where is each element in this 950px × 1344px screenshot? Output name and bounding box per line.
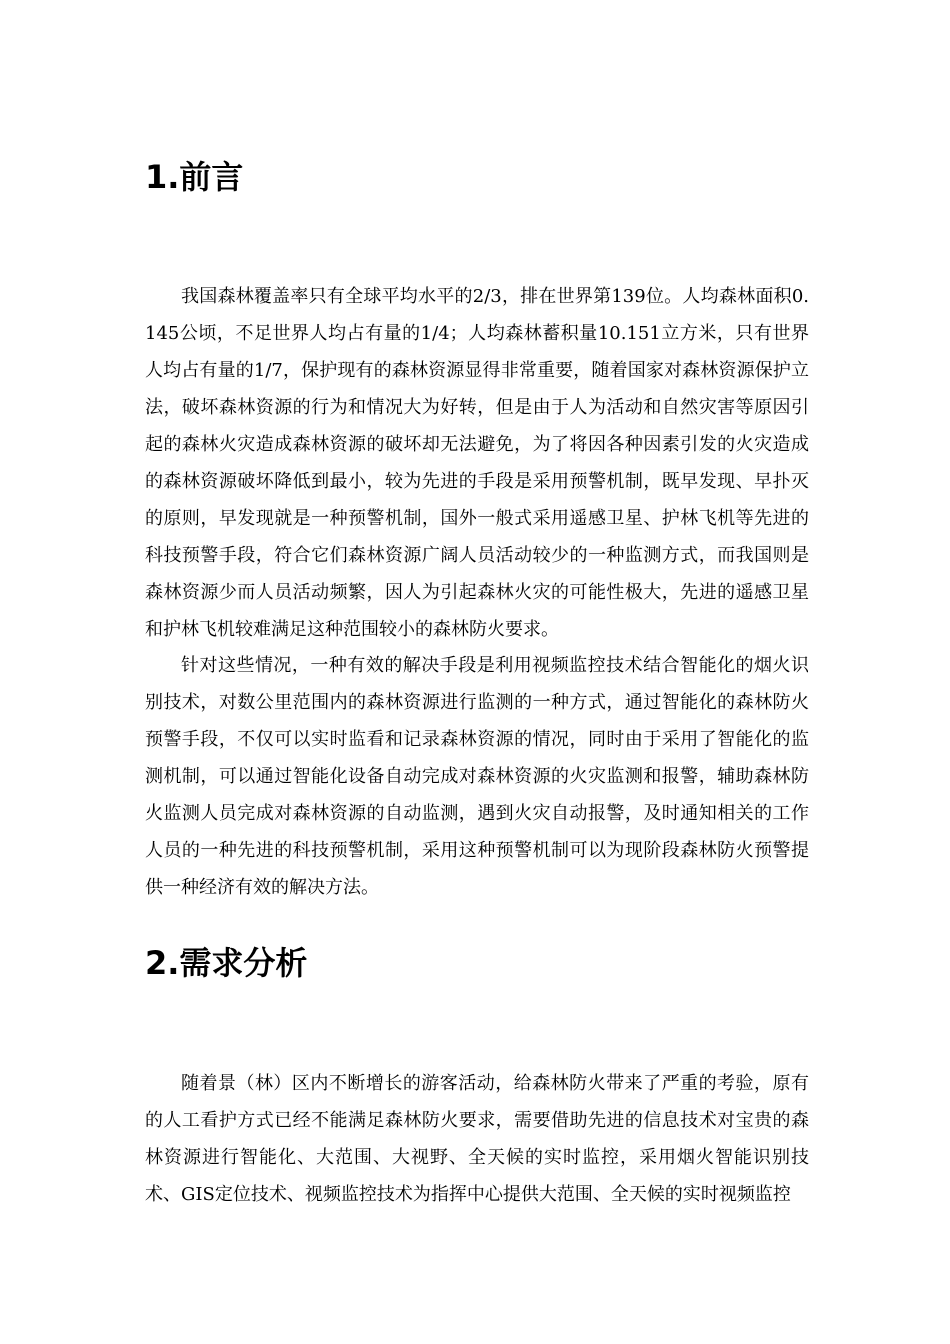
requirements-paragraph-1: 随着景（林）区内不断增长的游客活动，给森林防火带来了严重的考验，原有的人工看护方式已经不能满足森林防火要求，需要借助先进的信息技术对宝贵的森林资源进行智能化、大范围、大视野、全天候的实时监控，采用烟火智能识别技术、GIS定位技术、视频监控技术为指挥中心提供大范围、全天候的实时视频监控 [145, 1073, 809, 1205]
introduction-paragraph-1: 我国森林覆盖率只有全球平均水平的2/3，排在世界第139位。人均森林面积0.145公顷，不足世界人均占有量的1/4；人均森林蓄积量10.151立方米，只有世界人均占有量的1/7，保护现有的森林资源显得非常重要，随着国家对森林资源保护立法，破坏森林资源的行为和情况大为好转，但是由于人为活动和自然灾害等原因引起的森林火灾造成森林资源的破坏却无法避免，为了将因各种因素引发的火灾造成的森林资源破坏降低到最小，较为先进的手段是采用预警机制，既早发现、早扑灭的原则，早发现就是一种预警机制，国外一般式采用遥感卫星、护林飞机等先进的科技预警手段，符合它们森林资源广阔人员活动较少的一种监测方式，而我国则是森林资源少而人员活动频繁，因人为引起森林火灾的可能性极大，先进的遥感卫星和护林飞机较难满足这种范围较小的森林防火要求。 [145, 286, 809, 640]
section-heading-introduction: 1.前言 [145, 158, 244, 196]
introduction-paragraph-2: 针对这些情况，一种有效的解决手段是利用视频监控技术结合智能化的烟火识别技术，对数公里范围内的森林资源进行监测的一种方式，通过智能化的森林防火预警手段，不仅可以实时监看和记录森林资源的情况，同时由于采用了智能化的监测机制，可以通过智能化设备自动完成对森林资源的火灾监测和报警，辅助森林防火监测人员完成对森林资源的自动监测，遇到火灾自动报警，及时通知相关的工作人员的一种先进的科技预警机制，采用这种预警机制可以为现阶段森林防火预警提供一种经济有效的解决方法。 [145, 655, 809, 898]
section-heading-requirements: 2.需求分析 [145, 944, 308, 982]
